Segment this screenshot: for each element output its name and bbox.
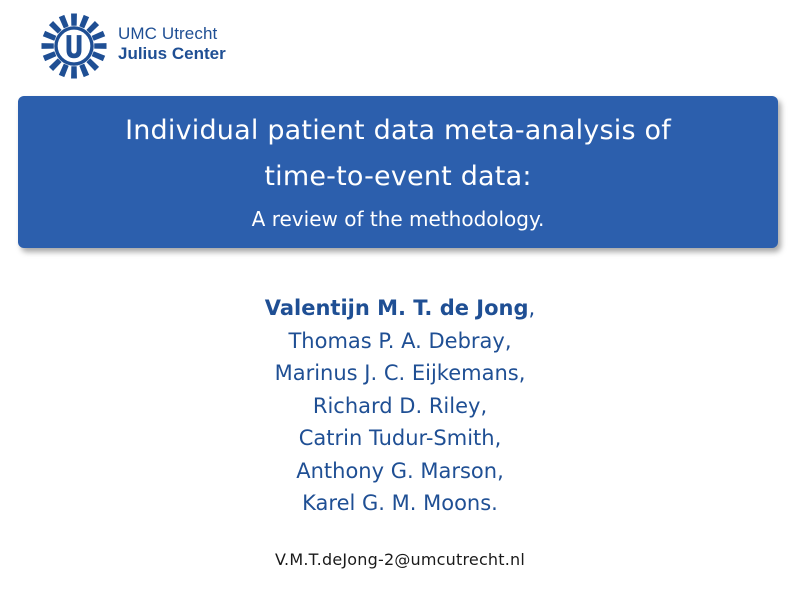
author-separator: , — [518, 361, 526, 385]
author-separator: , — [528, 296, 536, 320]
author-separator: , — [494, 426, 502, 450]
logo-ray — [94, 43, 106, 49]
author-name: Anthony G. Marson — [296, 458, 498, 483]
logo-ray — [43, 51, 56, 61]
author-list — [0, 292, 800, 520]
author-separator: , — [504, 328, 512, 353]
title-box — [18, 96, 778, 248]
org-department: Julius Center — [118, 43, 226, 63]
author — [0, 422, 800, 455]
author — [0, 487, 800, 520]
author — [0, 455, 800, 488]
author-separator: , — [480, 393, 488, 418]
author-name: Catrin Tudur-Smith — [298, 426, 495, 450]
author-name: Richard D. Riley — [312, 393, 481, 418]
author — [0, 390, 800, 423]
contact-email: V.M.T.deJong-2@umcutrecht.nl — [274, 550, 526, 569]
logo-ray — [43, 31, 56, 41]
logo-ray — [59, 64, 69, 77]
author-name: Thomas P. A. Debray — [288, 328, 505, 353]
logo-ray — [71, 13, 77, 25]
org-name: UMC Utrecht — [118, 24, 218, 43]
title-line-1: Individual patient data meta-analysis of — [125, 115, 671, 146]
author-name: Valentijn M. T. de Jong — [264, 296, 529, 320]
logo-ray — [92, 31, 105, 41]
logo-ray — [49, 21, 62, 34]
organization-name — [118, 24, 226, 63]
author-separator: , — [497, 458, 504, 483]
logo-ray — [92, 51, 105, 61]
author-separator: . — [491, 491, 498, 515]
author-name: Karel G. M. Moons — [302, 491, 492, 515]
subtitle: A review of the methodology. — [251, 207, 545, 231]
logo-ray — [49, 58, 62, 71]
logo-ray — [79, 15, 89, 28]
logo-ray — [71, 66, 77, 78]
author-name: Marinus J. C. Eijkemans — [274, 361, 519, 385]
logo-ray — [59, 15, 69, 28]
title-line-2: time-to-event data: — [264, 161, 532, 192]
umc-utrecht-sun-logo-icon — [40, 12, 108, 80]
author-presenter — [0, 292, 800, 325]
logo-ray — [86, 21, 99, 34]
logo-ray — [41, 43, 53, 49]
author — [0, 357, 800, 390]
logo-ray — [86, 58, 99, 71]
logo-ray — [79, 64, 89, 77]
author — [0, 325, 800, 358]
